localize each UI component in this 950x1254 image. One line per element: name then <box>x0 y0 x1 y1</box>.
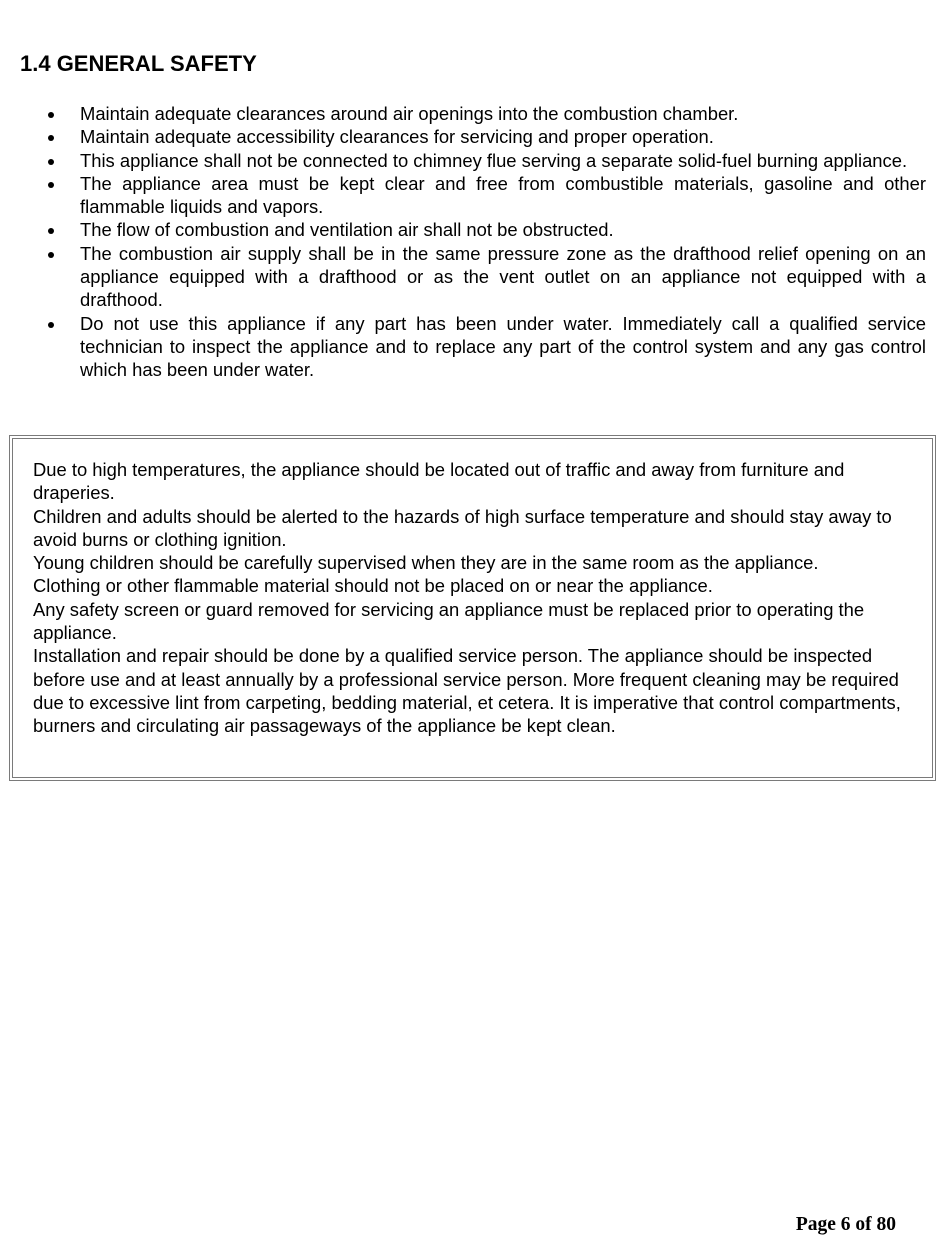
warning-paragraph: Installation and repair should be done by a qualified service person. The appliance should be inspected before use and at least annually by a professional service person. More frequent cleaning may be required due to excessive lint from carpeting, bedding material, et cetera. It is imperative that control compartments, burners and circulating air passageways of the appliance be kept clean. <box>33 645 901 737</box>
warning-paragraph: Young children should be carefully supervised when they are in the same room as the appliance. <box>33 552 819 574</box>
bullet-text: The appliance area must be kept clear and free from combustible materials, gasoline and other flammable liquids and vapors. <box>80 172 926 218</box>
bullet-item <box>48 149 926 172</box>
warning-box <box>9 435 936 781</box>
bullet-dot-icon <box>48 182 54 188</box>
bullet-dot-icon <box>48 322 54 328</box>
bullet-item <box>48 218 926 241</box>
bullet-text: The flow of combustion and ventilation air shall not be obstructed. <box>80 219 614 241</box>
bullet-item <box>48 125 926 148</box>
bullet-item <box>48 312 926 382</box>
bullet-dot-icon <box>48 112 54 118</box>
bullet-dot-icon <box>48 135 54 141</box>
bullet-text: This appliance shall not be connected to chimney flue serving a separate solid-fuel burning appliance. <box>80 149 908 171</box>
bullet-dot-icon <box>48 159 54 165</box>
bullet-dot-icon <box>48 228 54 234</box>
bullet-text: Maintain adequate accessibility clearances for servicing and proper operation. <box>80 126 714 148</box>
bullet-text: Do not use this appliance if any part has been under water. Immediately call a qualified service technician to inspect the appliance and to replace any part of the control system and any gas control which has been under water. <box>80 312 926 381</box>
bullet-item <box>48 242 926 312</box>
warning-paragraph: Due to high temperatures, the appliance should be located out of traffic and away from furniture and draperies. <box>33 459 845 504</box>
page-number: Page 6 of 80 <box>795 1214 896 1235</box>
safety-bullet-list <box>48 102 926 382</box>
warning-paragraph: Any safety screen or guard removed for servicing an appliance must be replaced prior to operating the appliance. <box>33 598 865 644</box>
bullet-text: The combustion air supply shall be in the same pressure zone as the drafthood relief opening on an appliance equipped with a drafthood or as the vent outlet on an appliance not equipped with a drafthood. <box>80 242 926 311</box>
warning-paragraph: Clothing or other flammable material should not be placed on or near the appliance. <box>33 575 713 597</box>
section-title: 1.4 GENERAL SAFETY <box>20 51 257 76</box>
warning-box-content <box>33 458 917 738</box>
bullet-dot-icon <box>48 252 54 258</box>
bullet-text: Maintain adequate clearances around air openings into the combustion chamber. <box>80 103 739 124</box>
bullet-item <box>48 102 926 125</box>
bullet-item <box>48 172 926 219</box>
warning-paragraph: Children and adults should be alerted to the hazards of high surface temperature and should stay away to avoid burns or clothing ignition. <box>33 505 892 550</box>
